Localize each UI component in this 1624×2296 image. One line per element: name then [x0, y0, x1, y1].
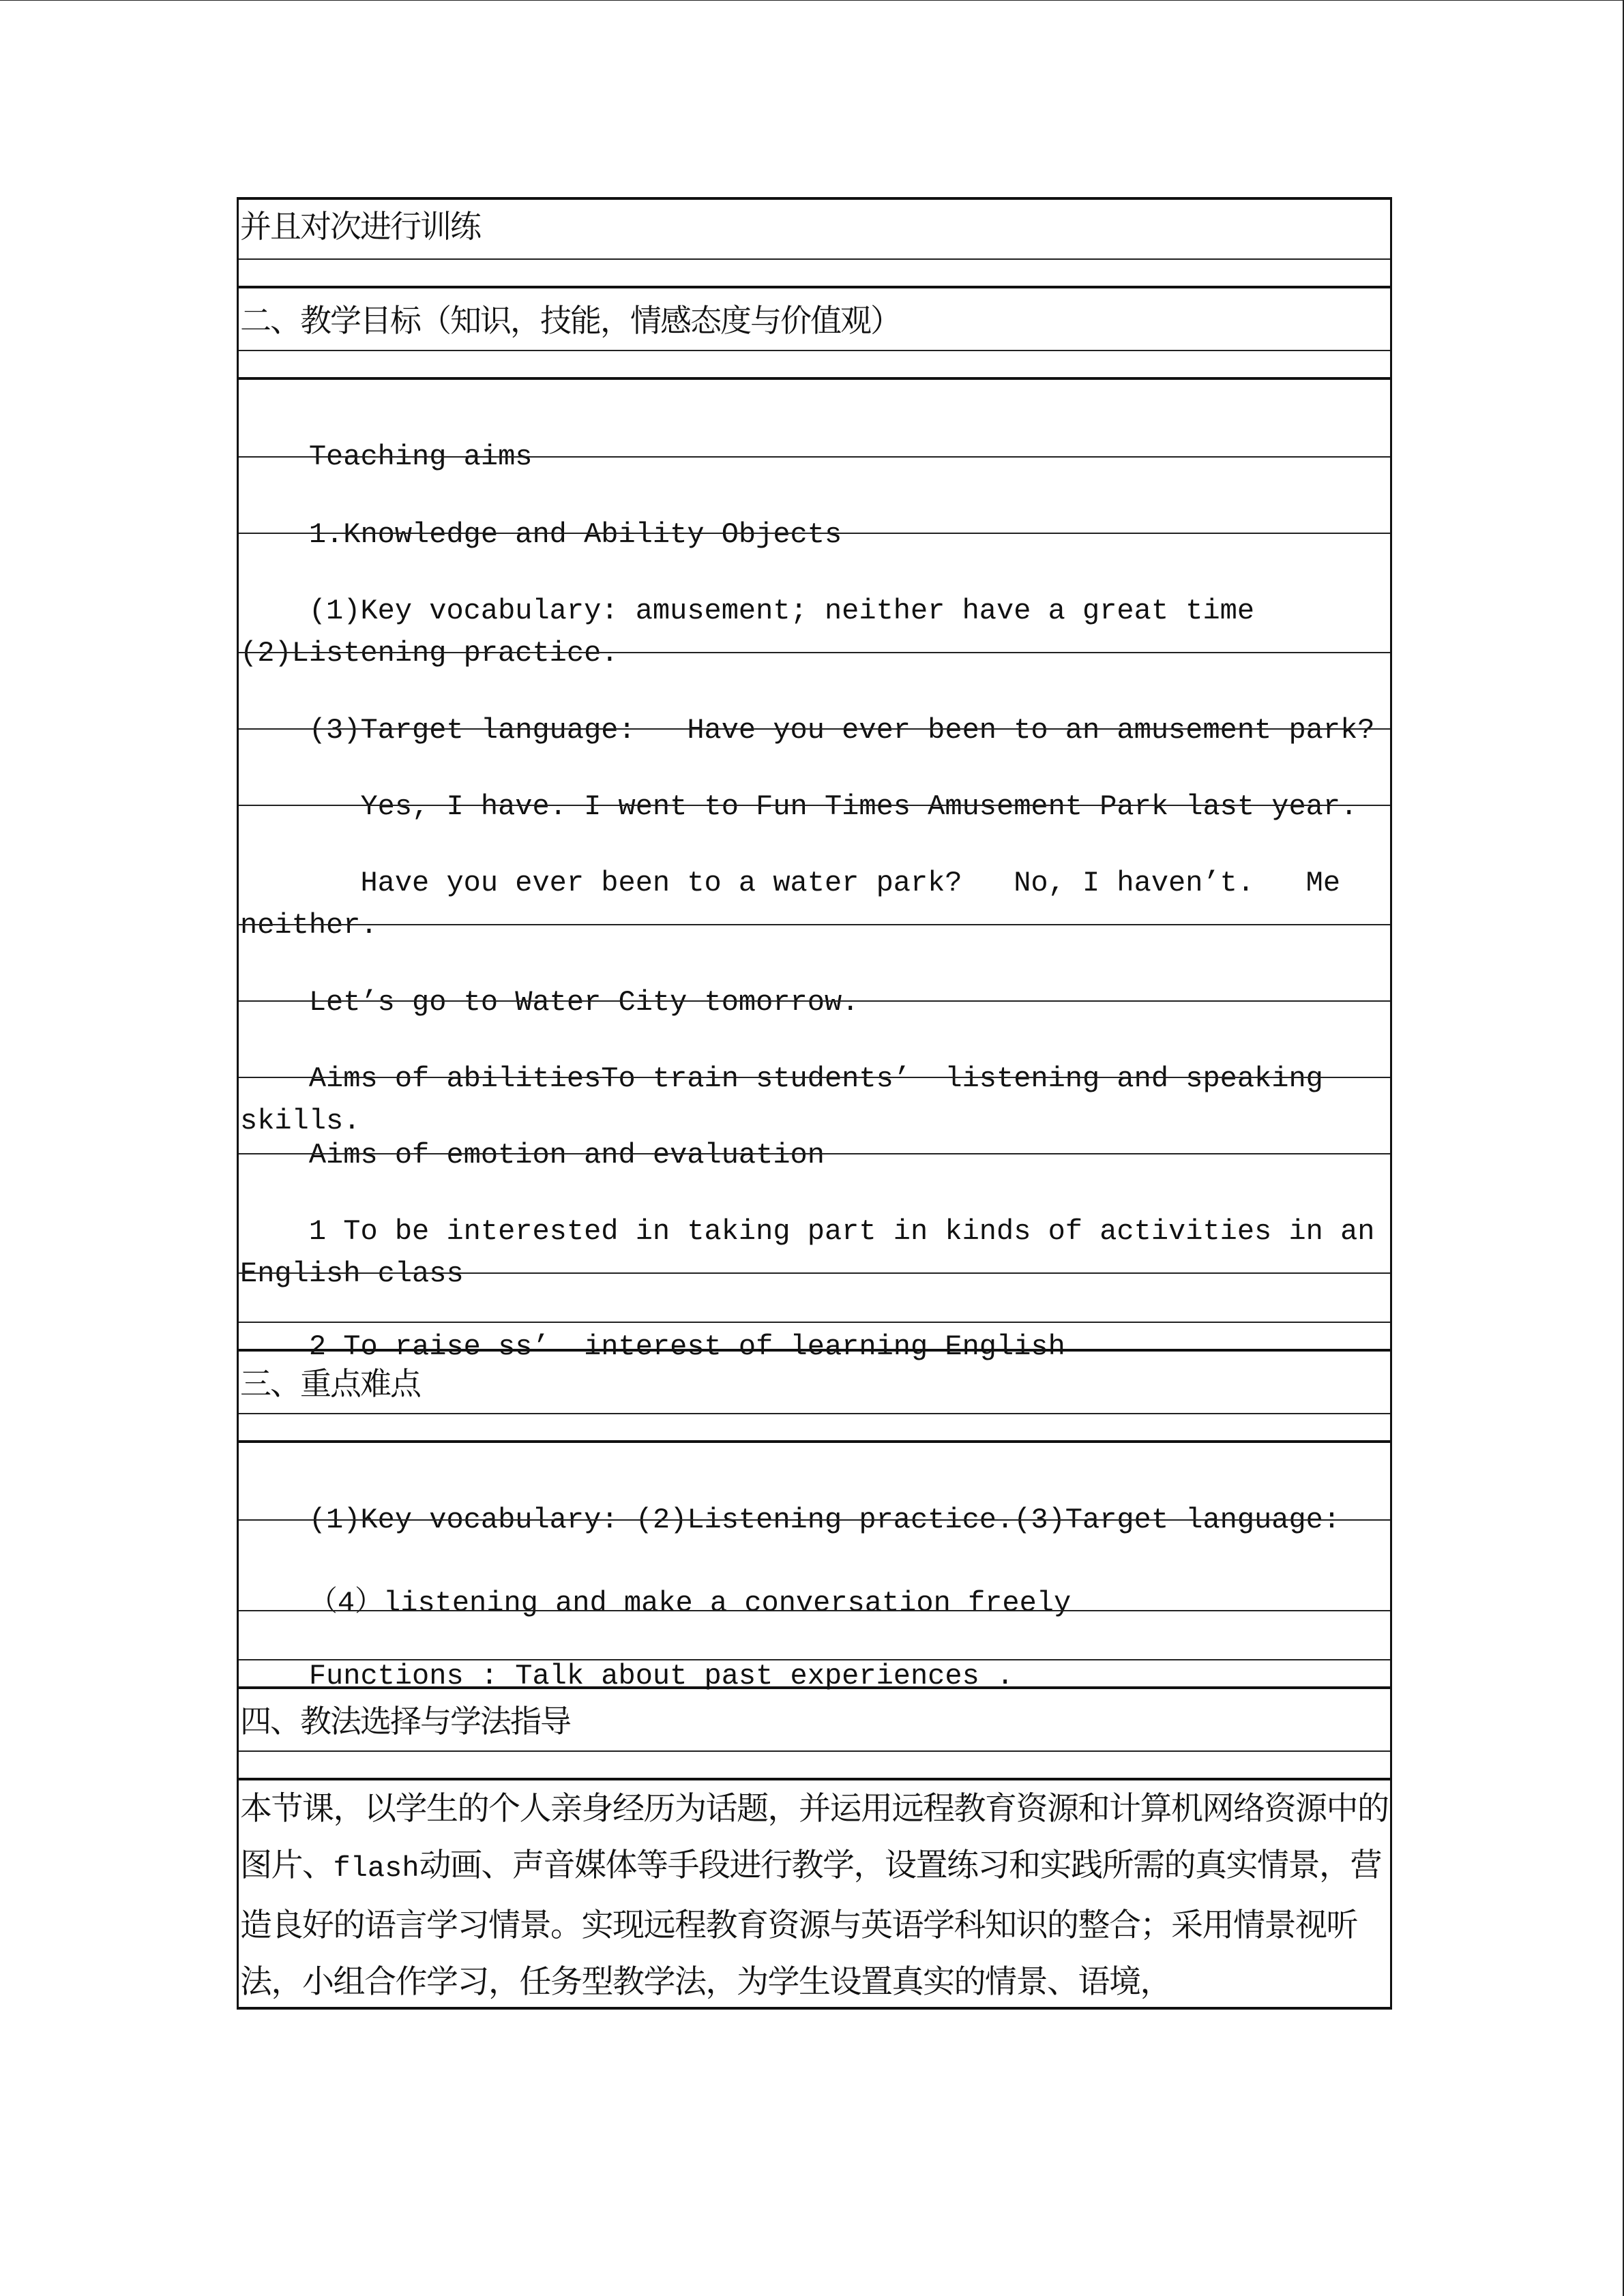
aims-text: 1.Knowledge and Ability Objects — [308, 518, 842, 551]
keypoint-row — [239, 1440, 1390, 1536]
aims-row — [239, 728, 1390, 823]
methods-text-flash: flash — [333, 1852, 419, 1885]
aims-row — [239, 1272, 1390, 1363]
aims-text: (3)Target language: Have you ever been to an amusement park? — [308, 714, 1375, 747]
keypoint-row — [239, 1610, 1390, 1693]
aims-row — [239, 1153, 1392, 1290]
aims-row — [239, 805, 1390, 942]
spacer-row — [239, 350, 1390, 377]
aims-text: 1 To be interested in taking part in kinds of activities in an English class — [240, 1215, 1392, 1290]
section-heading-objectives — [239, 286, 1390, 350]
spacer-row — [239, 1659, 1390, 1686]
aims-row — [239, 533, 1390, 670]
aims-row — [239, 652, 1390, 747]
continued-heading: 并且对次进行训练 — [240, 208, 480, 245]
aims-row — [239, 1000, 1390, 1137]
spacer-row — [239, 1413, 1390, 1440]
keypoint-text: (1)Key vocabulary: (2)Listening practice.(3)Target language: — [308, 1504, 1341, 1536]
spacer-row — [239, 1322, 1390, 1349]
aims-text: Let’s go to Water City tomorrow. — [308, 986, 859, 1019]
keypoint-text: （4）listening and make a conversation freely — [308, 1587, 1072, 1620]
aims-text: 2 To raise ss’ interest of learning English — [308, 1330, 1065, 1363]
spacer-row — [239, 258, 1390, 286]
section-heading-methods — [239, 1686, 1390, 1750]
page-top-border — [0, 0, 1623, 1]
section-heading-keypoints — [239, 1349, 1390, 1413]
aims-row — [239, 924, 1390, 1019]
methods-text: 本节课，以学生的个人亲身经历为话题，并运用远程教育资源和计算机网络资源中的图片、 — [240, 1790, 1389, 1884]
aims-text: Yes, I have. I went to Fun Times Amusement Park last year. — [308, 790, 1358, 823]
section-title-objectives: 二、教学目标（知识，技能，情感态度与价值观） — [240, 302, 900, 339]
methods-text: 动画、声音媒体等手段进行教学，设置练习和实践所需的真实情景，营造良好的语言学习情景。实现远程教育资源与英语学科知识的整合；采用情景视听法，小组合作学习，任务型教学法，为学生设置真实的情景、语境， — [240, 1847, 1382, 2001]
aims-text: Teaching aims — [308, 441, 533, 473]
aims-text: Aims of emotion and evaluation — [308, 1139, 825, 1172]
aims-row — [239, 456, 1390, 551]
keypoint-row — [239, 1519, 1390, 1620]
spacer-row — [239, 1750, 1390, 1778]
aims-row — [239, 1077, 1390, 1172]
lesson-plan-table — [237, 197, 1392, 2010]
aims-row — [239, 377, 1390, 473]
aims-text: Aims of abilitiesTo train students’ listening and speaking skills. — [240, 1062, 1341, 1137]
aims-text: Have you ever been to a water park? No, I haven’t. Me neither. — [240, 867, 1358, 942]
keypoint-text: Functions : Talk about past experiences . — [308, 1660, 1014, 1693]
continued-heading-row — [239, 197, 1390, 258]
methods-paragraph — [239, 1778, 1390, 2010]
aims-text: (1)Key vocabulary: amusement; neither have a great time (2)Listening practice. — [240, 595, 1272, 670]
section-title-methods: 四、教法选择与学法指导 — [240, 1703, 570, 1740]
section-title-keypoints: 三、重点难点 — [240, 1365, 420, 1402]
